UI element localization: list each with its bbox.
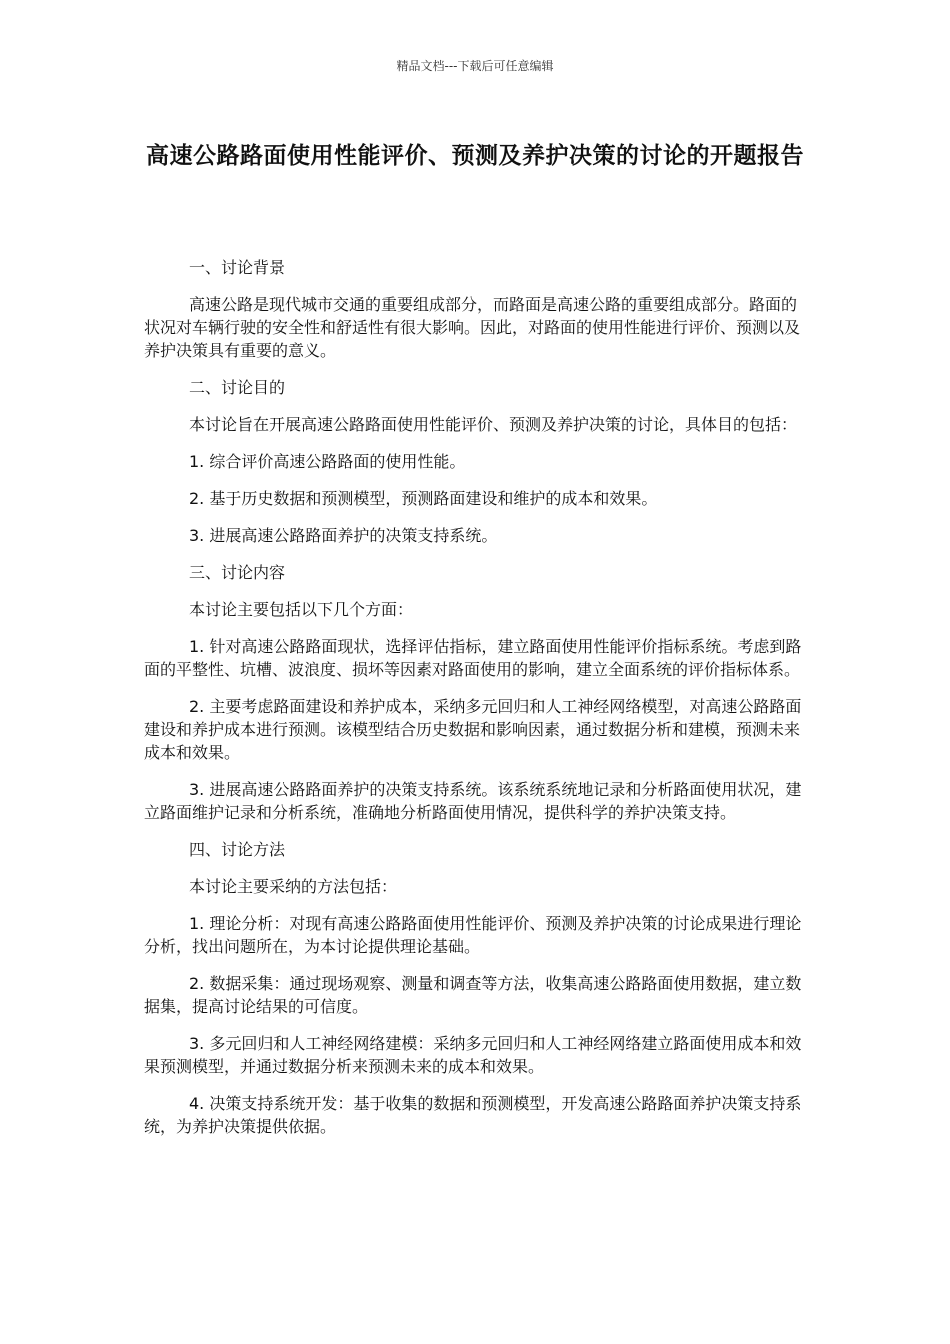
list-item-purpose-2: 2. 基于历史数据和预测模型，预测路面建设和维护的成本和效果。 <box>189 489 658 508</box>
list-item-method-2: 2. 数据采集：通过现场观察、测量和调查等方法，收集高速公路路面使用数据，建立数据集，提高讨论结果的可信度。 <box>144 974 802 1016</box>
section-heading-method: 四、讨论方法 <box>189 840 286 859</box>
list-item-content-2: 2. 主要考虑路面建设和养护成本，采纳多元回归和人工神经网络模型，对高速公路路面建设和养护成本进行预测。该模型结合历史数据和影响因素，通过数据分析和建模，预测未来成本和效果。 <box>144 697 802 762</box>
list-item-method-4: 4. 决策支持系统开发：基于收集的数据和预测模型，开发高速公路路面养护决策支持系统，为养护决策提供依据。 <box>144 1094 802 1136</box>
paragraph-method-intro: 本讨论主要采纳的方法包括： <box>189 877 398 896</box>
document-title: 高速公路路面使用性能评价、预测及养护决策的讨论的开题报告 <box>146 143 804 169</box>
list-item-purpose-3: 3. 进展高速公路路面养护的决策支持系统。 <box>189 526 498 545</box>
list-item-method-1: 1. 理论分析：对现有高速公路路面使用性能评价、预测及养护决策的讨论成果进行理论分析，找出问题所在，为本讨论提供理论基础。 <box>144 914 802 956</box>
paragraph-purpose-intro: 本讨论旨在开展高速公路路面使用性能评价、预测及养护决策的讨论，具体目的包括： <box>189 415 798 434</box>
list-item-purpose-1: 1. 综合评价高速公路路面的使用性能。 <box>189 452 466 471</box>
list-item-content-3: 3. 进展高速公路路面养护的决策支持系统。该系统系统地记录和分析路面使用状况，建立路面维护记录和分析系统，准确地分析路面使用情况，提供科学的养护决策支持。 <box>144 780 802 822</box>
document-body <box>144 256 806 1152</box>
list-item-method-3: 3. 多元回归和人工神经网络建模：采纳多元回归和人工神经网络建立路面使用成本和效果预测模型，并通过数据分析来预测未来的成本和效果。 <box>144 1034 802 1076</box>
section-heading-purpose: 二、讨论目的 <box>189 378 286 397</box>
section-heading-background: 一、讨论背景 <box>189 258 286 277</box>
paragraph-background: 高速公路是现代城市交通的重要组成部分，而路面是高速公路的重要组成部分。路面的状况对车辆行驶的安全性和舒适性有很大影响。因此，对路面的使用性能进行评价、预测以及养护决策具有重要的意义。 <box>144 295 801 360</box>
list-item-content-1: 1. 针对高速公路路面现状，选择评估指标，建立路面使用性能评价指标系统。考虑到路面的平整性、坑槽、波浪度、损坏等因素对路面使用的影响，建立全面系统的评价指标体系。 <box>144 637 802 679</box>
header-note: 精品文档---下载后可任意编辑 <box>396 59 554 73</box>
paragraph-content-intro: 本讨论主要包括以下几个方面： <box>189 600 414 619</box>
section-heading-content: 三、讨论内容 <box>189 563 286 582</box>
